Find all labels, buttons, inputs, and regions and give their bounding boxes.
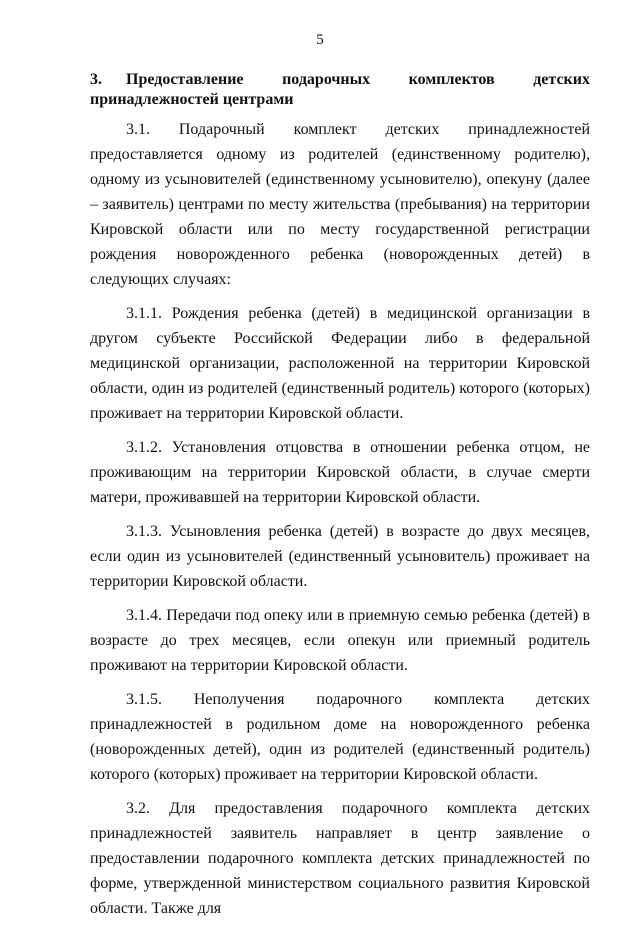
section-heading bbox=[90, 70, 590, 110]
page-number: 5 bbox=[316, 32, 324, 48]
paragraph-3-2: 3.2. Для предоставления подарочного комплекта детских принадлежностей заявитель направляет в центр заявление о предоставлении подарочного комплекта детских принадлежностей по форме, утвержденной министерством социального развития Кировской области. Также для bbox=[90, 800, 590, 917]
paragraph-3-1-1: 3.1.1. Рождения ребенка (детей) в медицинской организации в другом субъекте Российской Федерации либо в федеральной медицинской организации, расположенной на территории Кировской области, один из родителей (единственный родитель) которого (которых) проживает на территории Кировской области. bbox=[90, 305, 590, 422]
document-body bbox=[90, 70, 590, 930]
paragraph-3-1: 3.1. Подарочный комплект детских принадлежностей предоставляется одному из родителей (единственному родителю), одному из усыновителей (единственному усыновителю), опекуну (далее – заявитель) центрами по месту жительства (пребывания) на территории Кировской области или по месту государственной регистрации рождения новорожденного ребенка (новорожденных детей) в следующих случаях: bbox=[90, 121, 590, 288]
section-title: Предоставление подарочных комплектов детских принадлежностей центрами bbox=[90, 71, 590, 108]
paragraph-3-1-2: 3.1.2. Установления отцовства в отношении ребенка отцом, не проживающим на территории Кировской области, в случае смерти матери, проживавшей на территории Кировской области. bbox=[90, 439, 590, 506]
paragraph-3-1-3: 3.1.3. Усыновления ребенка (детей) в возрасте до двух месяцев, если один из усыновителей (единственный усыновитель) проживает на территории Кировской области. bbox=[90, 523, 590, 590]
paragraph-3-1-5: 3.1.5. Неполучения подарочного комплекта детских принадлежностей в родильном доме на новорожденного ребенка (новорожденных детей), один из родителей (единственный родитель) которого (которых) проживает на территории Кировской области. bbox=[90, 691, 590, 783]
paragraph-3-1-4: 3.1.4. Передачи под опеку или в приемную семью ребенка (детей) в возрасте до трех месяцев, если опекун или приемный родитель проживают на территории Кировской области. bbox=[90, 607, 590, 674]
section-number: 3. bbox=[90, 71, 102, 88]
